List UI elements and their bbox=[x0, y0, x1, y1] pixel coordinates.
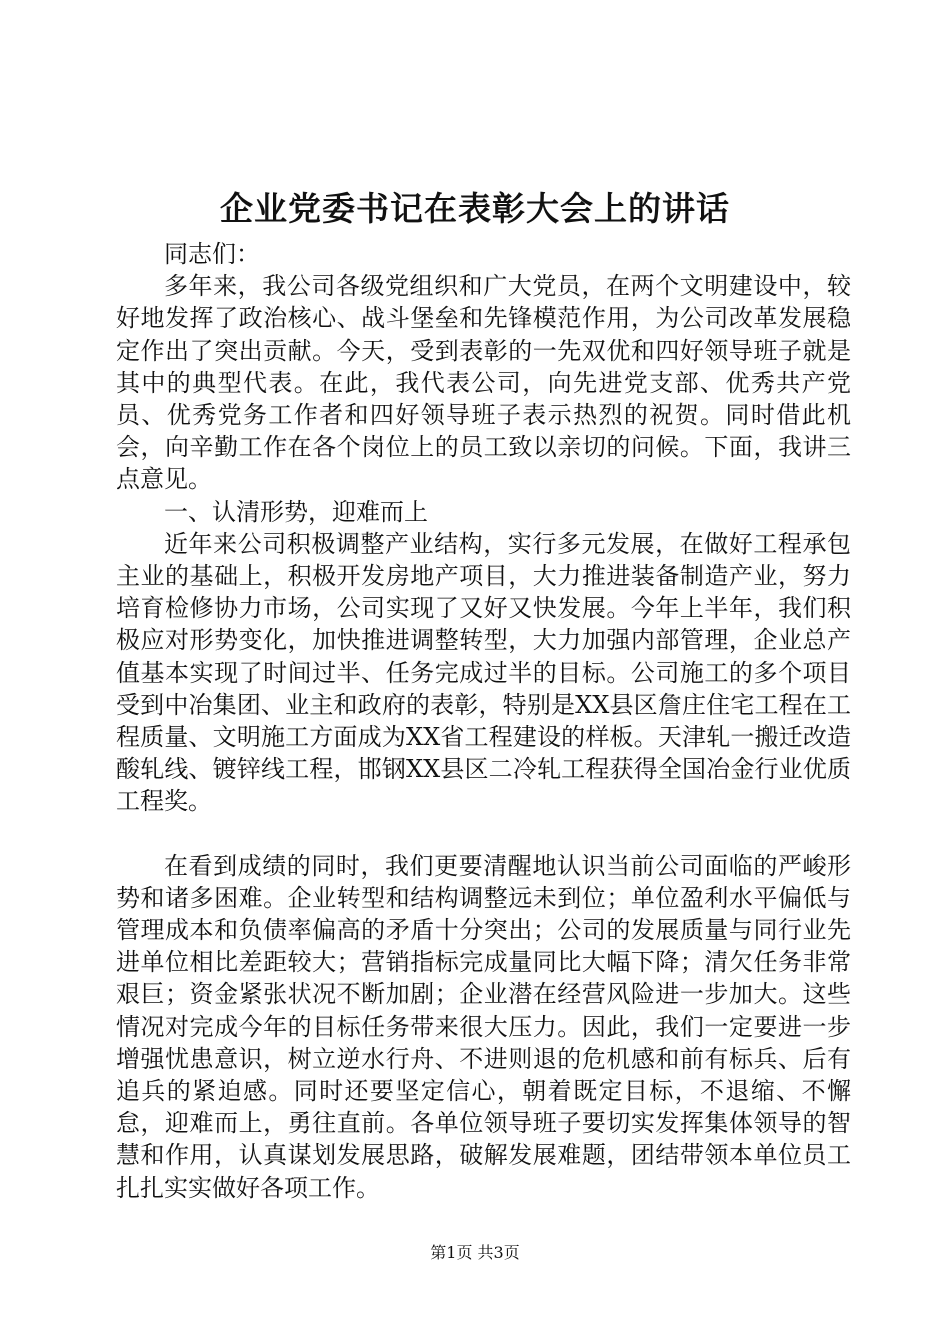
document-title: 企业党委书记在表彰大会上的讲话 bbox=[220, 189, 730, 228]
page-footer: 第1页 共3页 bbox=[430, 1243, 520, 1262]
body-paragraph: 多年来，我公司各级党组织和广大党员，在两个文明建设中，较好地发挥了政治核心、战斗堡垒和先锋模范作用，为公司改革发展稳定作出了突出贡献。今天，受到表彰的一先双优和四好领导班子就是其中的典型代表。在此，我代表公司，向先进党支部、优秀共产党员、优秀党务工作者和四好领导班子表示热烈的祝贺。同时借此机会，向辛勤工作在各个岗位上的员工致以亲切的问候。下面，我讲三点意见。 bbox=[116, 272, 851, 494]
document-body bbox=[116, 238, 851, 1204]
section-heading: 一、认清形势，迎难而上 bbox=[164, 497, 428, 526]
salutation: 同志们： bbox=[164, 240, 260, 268]
body-paragraph: 在看到成绩的同时，我们更要清醒地认识当前公司面临的严峻形势和诸多困难。企业转型和结构调整远未到位；单位盈利水平偏低与管理成本和负债率偏高的矛盾十分突出；公司的发展质量与同行业先进单位相比差距较大；营销指标完成量同比大幅下降；清欠任务非常艰巨；资金紧张状况不断加剧；企业潜在经营风险进一步加大。这些情况对完成今年的目标任务带来很大压力。因此，我们一定要进一步增强忧患意识，树立逆水行舟、不进则退的危机感和前有标兵、后有追兵的紧迫感。同时还要坚定信心，朝着既定目标，不退缩、不懈怠，迎难而上，勇往直前。各单位领导班子要切实发挥集体领导的智慧和作用，认真谋划发展思路，破解发展难题，团结带领本单位员工扎扎实实做好各项工作。 bbox=[116, 851, 851, 1202]
body-paragraph: 近年来公司积极调整产业结构，实行多元发展，在做好工程承包主业的基础上，积极开发房地产项目，大力推进装备制造产业，努力培育检修协力市场，公司实现了又好又快发展。今年上半年，我们积极应对形势变化，加快推进调整转型，大力加强内部管理，企业总产值基本实现了时间过半、任务完成过半的目标。公司施工的多个项目受到中冶集团、业主和政府的表彰，特别是XX县区詹庄住宅工程在工程质量、文明施工方面成为XX省工程建设的样板。天津轧一搬迁改造酸轧线、镀锌线工程，邯钢XX县区二冷轧工程获得全国冶金行业优质工程奖。 bbox=[116, 529, 851, 816]
